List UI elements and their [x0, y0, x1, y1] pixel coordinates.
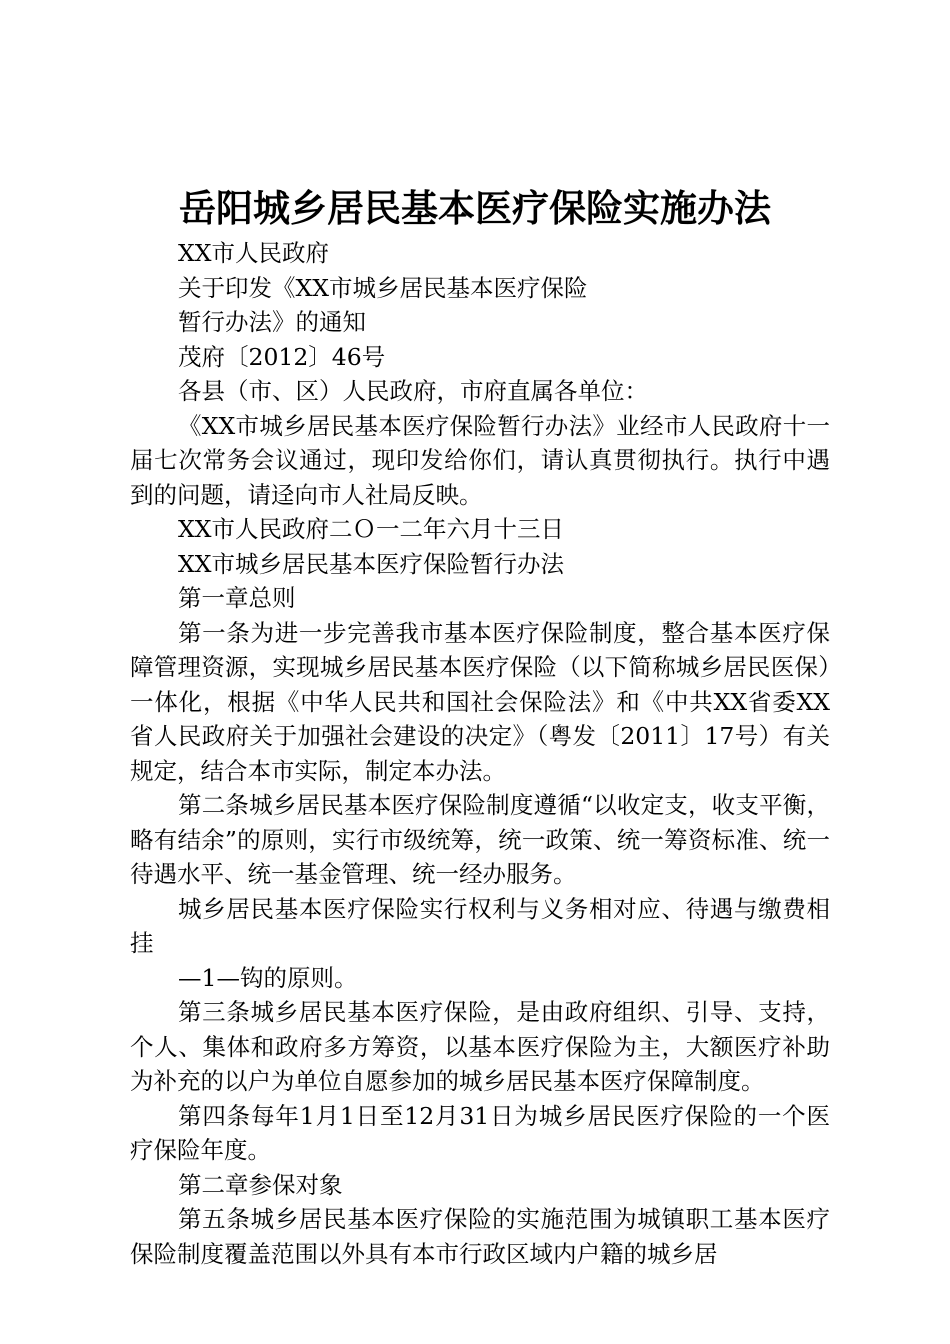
document-title: 岳阳城乡居民基本医疗保险实施办法	[179, 186, 771, 230]
paragraph: —1—钩的原则。	[178, 963, 358, 992]
paragraph: XX市城乡居民基本医疗保险暂行办法	[178, 549, 564, 578]
paragraph: 茂府〔2012〕46号	[178, 342, 386, 371]
paragraph: 第二条城乡居民基本医疗保险制度遵循“以收定支，收支平衡，略有结余”的原则，实行市级统筹，统一政策、统一筹资标准、统一待遇水平、统一基金管理、统一经办服务。	[130, 791, 830, 888]
chapter-heading: 第二章参保对象	[178, 1170, 343, 1199]
paragraph: 各县（市、区）人民政府，市府直属各单位：	[178, 377, 648, 405]
paragraph: XX市人民政府二Ｏ一二年六月十三日	[178, 515, 564, 543]
paragraph: 第三条城乡居民基本医疗保险，是由政府组织、引导、支持，个人、集体和政府多方筹资，以基本医疗保险为主，大额医疗补助为补充的以户为单位自愿参加的城乡居民基本医疗保障制度。	[130, 998, 830, 1095]
chapter-heading: 第一章总则	[178, 584, 296, 612]
paragraph: 第四条每年1月1日至12月31日为城乡居民医疗保险的一个医疗保险年度。	[130, 1101, 830, 1164]
paragraph: XX市人民政府	[178, 239, 329, 267]
paragraph: 《XX市城乡居民基本医疗保险暂行办法》业经市人民政府十一届七次常务会议通过，现印发给你们，请认真贯彻执行。执行中遇到的问题，请迳向市人社局反映。	[130, 411, 830, 509]
paragraph: 关于印发《XX市城乡居民基本医疗保险	[178, 273, 588, 302]
document-body	[130, 236, 830, 1271]
paragraph: 第五条城乡居民基本医疗保险的实施范围为城镇职工基本医疗保险制度覆盖范围以外具有本市行政区域内户籍的城乡居	[130, 1205, 830, 1268]
paragraph: 城乡居民基本医疗保险实行权利与义务相对应、待遇与缴费相挂	[130, 894, 830, 957]
paragraph: 第一条为进一步完善我市基本医疗保险制度，整合基本医疗保障管理资源，实现城乡居民基本医疗保险（以下简称城乡居民医保）一体化，根据《中华人民共和国社会保险法》和《中共XX省委XX省人民政府关于加强社会建设的决定》（粤发〔2011〕17号）有关规定，结合本市实际，制定本办法。	[130, 618, 830, 785]
paragraph: 暂行办法》的通知	[178, 308, 366, 336]
